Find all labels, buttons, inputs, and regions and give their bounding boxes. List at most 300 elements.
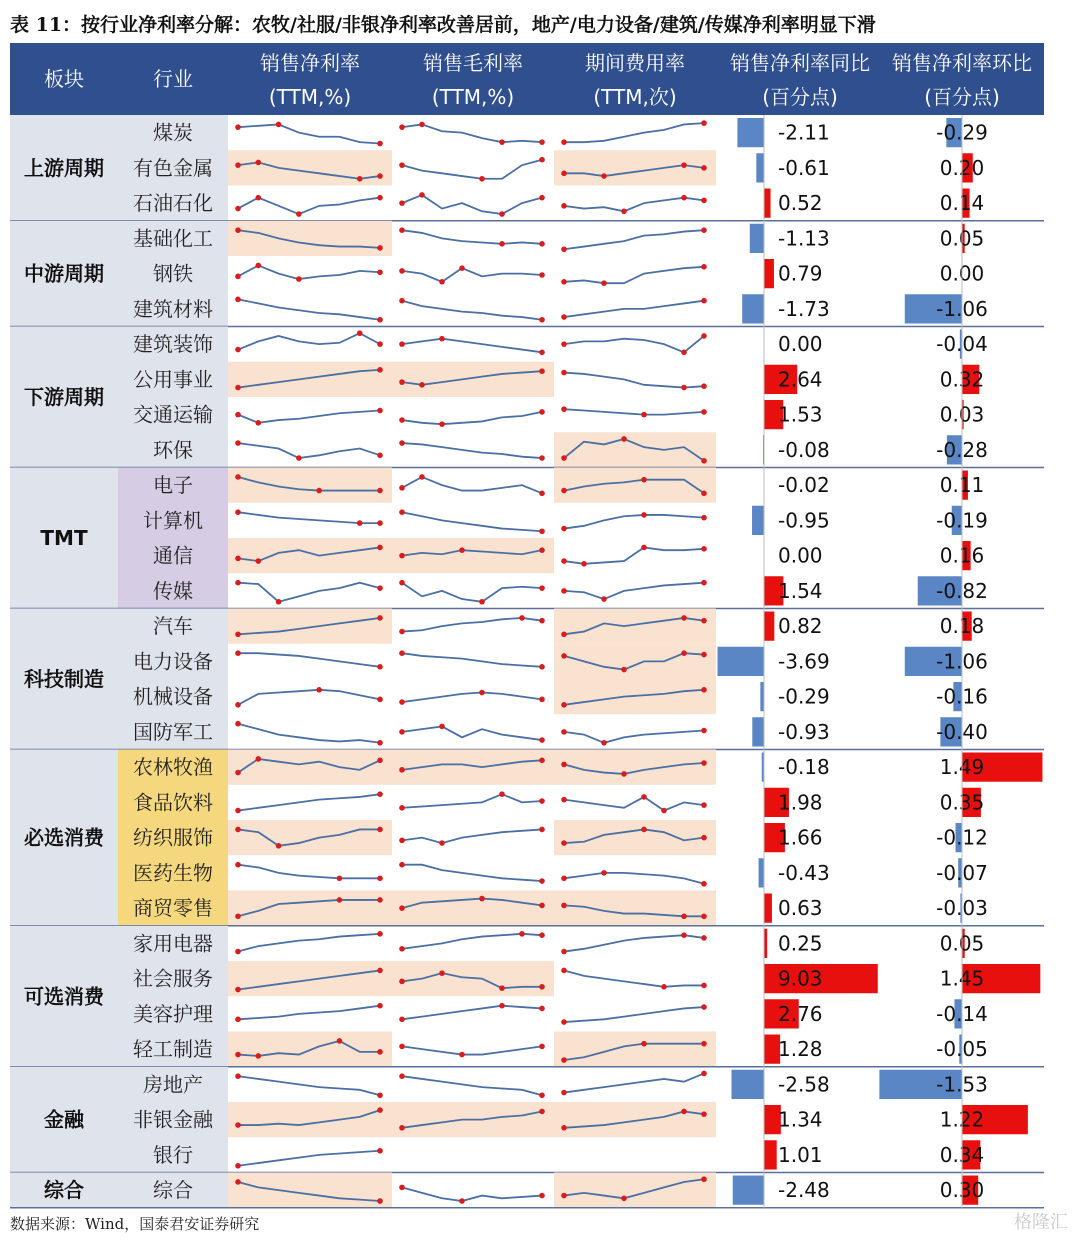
industry-label: 有色金属 bbox=[133, 155, 213, 180]
sparkline-highlight bbox=[554, 609, 716, 644]
sparkline-marker bbox=[235, 650, 241, 656]
sparkline-highlight bbox=[228, 362, 392, 397]
industry-label: 传媒 bbox=[153, 578, 193, 603]
sparkline bbox=[402, 230, 542, 244]
sparkline-marker bbox=[235, 274, 241, 280]
industry-label: 纺织服饰 bbox=[133, 825, 213, 850]
industry-label: 汽车 bbox=[153, 614, 193, 639]
industry-label: 商贸零售 bbox=[133, 896, 213, 921]
sparkline-marker bbox=[499, 1003, 505, 1009]
yoy-value: 1.28 bbox=[778, 1037, 823, 1062]
group-label: 必选消费 bbox=[24, 825, 104, 850]
yoy-bar bbox=[764, 259, 774, 288]
header-col2-line2: (TTM,%) bbox=[431, 85, 515, 109]
sparkline bbox=[238, 583, 380, 602]
sparkline-marker bbox=[539, 1006, 545, 1012]
yoy-value: 0.00 bbox=[778, 543, 823, 568]
qoq-value: 0.05 bbox=[939, 931, 985, 956]
sparkline-marker bbox=[399, 200, 405, 206]
sparkline-marker bbox=[701, 983, 707, 989]
sparkline-marker bbox=[235, 827, 241, 833]
sparkline-marker bbox=[641, 545, 647, 551]
sparkline-marker bbox=[235, 702, 241, 708]
yoy-value: -3.69 bbox=[778, 649, 830, 674]
sparkline-marker bbox=[539, 139, 545, 145]
sparkline-marker bbox=[399, 1044, 405, 1050]
sparkline-marker bbox=[235, 206, 241, 212]
sparkline bbox=[564, 1007, 704, 1022]
sparkline-marker bbox=[701, 458, 707, 464]
sparkline-marker bbox=[439, 724, 445, 730]
sparkline-marker bbox=[701, 1176, 707, 1182]
sparkline-marker bbox=[399, 767, 405, 773]
qoq-value: -0.04 bbox=[936, 332, 988, 357]
industry-label: 轻工制造 bbox=[133, 1037, 213, 1062]
sparkline bbox=[564, 797, 704, 811]
sparkline-marker bbox=[661, 808, 667, 814]
sparkline-marker bbox=[399, 580, 405, 586]
sparkline-marker bbox=[479, 896, 485, 902]
header-col4-line2: (百分点) bbox=[762, 85, 838, 109]
group-label: 下游周期 bbox=[24, 385, 104, 409]
yoy-value: 1.66 bbox=[778, 825, 823, 850]
qoq-value: 0.30 bbox=[939, 1178, 985, 1203]
qoq-value: 0.34 bbox=[939, 1142, 985, 1167]
sparkline-marker bbox=[539, 272, 545, 278]
yoy-value: 0.00 bbox=[778, 332, 823, 357]
sparkline-marker bbox=[255, 756, 261, 762]
yoy-bar bbox=[737, 118, 764, 147]
yoy-value: 0.25 bbox=[778, 931, 823, 956]
sparkline-highlight bbox=[392, 362, 554, 397]
sparkline-marker bbox=[701, 1111, 707, 1117]
header-industry: 行业 bbox=[153, 67, 193, 91]
sparkline-highlight bbox=[392, 891, 554, 926]
sparkline-marker bbox=[519, 931, 525, 937]
table-title: 表 11：按行业净利率分解：农牧/社服/非银净利率改善居前，地产/电力设备/建筑/传媒净利率明显下滑 bbox=[10, 14, 876, 36]
sparkline-marker bbox=[681, 385, 687, 391]
sparkline bbox=[402, 512, 542, 531]
sparkline-marker bbox=[377, 827, 383, 833]
sparkline bbox=[564, 267, 704, 283]
sparkline bbox=[238, 1076, 380, 1095]
group-label: 科技制造 bbox=[24, 667, 104, 691]
header-col1-line2: (TTM,%) bbox=[268, 85, 352, 109]
sparkline-marker bbox=[399, 298, 405, 304]
sparkline-marker bbox=[439, 421, 445, 427]
sparkline-marker bbox=[621, 1196, 627, 1202]
yoy-bar bbox=[731, 1070, 764, 1099]
sparkline-marker bbox=[561, 1019, 567, 1025]
sparkline bbox=[238, 1006, 380, 1020]
yoy-bar bbox=[760, 682, 764, 711]
sparkline-marker bbox=[539, 585, 545, 591]
sparkline-marker bbox=[701, 298, 707, 304]
industry-label: 银行 bbox=[153, 1142, 193, 1167]
yoy-value: 1.53 bbox=[778, 402, 823, 427]
qoq-value: -0.12 bbox=[936, 825, 988, 850]
sparkline-marker bbox=[235, 1163, 241, 1169]
sparkline bbox=[402, 1187, 542, 1201]
qoq-value: 0.11 bbox=[939, 473, 985, 498]
sparkline-marker bbox=[439, 336, 445, 342]
qoq-value: 0.03 bbox=[939, 402, 985, 427]
sparkline-marker bbox=[701, 333, 707, 339]
sparkline-marker bbox=[235, 124, 241, 130]
sparkline bbox=[238, 1151, 380, 1166]
yoy-value: -1.13 bbox=[778, 226, 830, 251]
sparkline-marker bbox=[377, 173, 383, 179]
sparkline-marker bbox=[701, 914, 707, 920]
sparkline-marker bbox=[419, 122, 425, 128]
sparkline-marker bbox=[377, 791, 383, 797]
sparkline-marker bbox=[399, 729, 405, 735]
sparkline-marker bbox=[539, 932, 545, 938]
yoy-value: 2.76 bbox=[778, 1001, 823, 1026]
yoy-bar bbox=[764, 612, 774, 641]
sparkline bbox=[238, 299, 380, 319]
sparkline-marker bbox=[377, 1198, 383, 1204]
sparkline-marker bbox=[701, 515, 707, 521]
header-col2-line1: 销售毛利率 bbox=[423, 51, 523, 75]
sparkline-marker bbox=[377, 1049, 383, 1055]
sparkline-marker bbox=[399, 341, 405, 347]
sparkline bbox=[402, 195, 542, 214]
sparkline-marker bbox=[581, 561, 587, 567]
sparkline-marker bbox=[701, 618, 707, 624]
sparkline-marker bbox=[701, 383, 707, 389]
sparkline-marker bbox=[539, 195, 545, 201]
sparkline-marker bbox=[539, 350, 545, 356]
sparkline-marker bbox=[561, 341, 567, 347]
sparkline-marker bbox=[377, 758, 383, 764]
sparkline bbox=[238, 443, 380, 458]
sparkline-marker bbox=[255, 160, 261, 166]
sparkline-marker bbox=[561, 488, 567, 494]
sparkline-marker bbox=[439, 970, 445, 976]
sparkline-marker bbox=[255, 420, 261, 426]
sparkline-marker bbox=[235, 987, 241, 993]
sparkline-marker bbox=[439, 840, 445, 846]
sparkline-marker bbox=[337, 1038, 343, 1044]
sparkline-marker bbox=[561, 171, 567, 177]
sparkline-marker bbox=[601, 870, 607, 876]
sparkline-marker bbox=[701, 687, 707, 693]
sparkline-marker bbox=[377, 897, 383, 903]
sparkline-marker bbox=[357, 520, 363, 526]
sparkline bbox=[564, 731, 704, 743]
sparkline-marker bbox=[399, 862, 405, 868]
sparkline-marker bbox=[701, 1004, 707, 1010]
watermark-logo: 格隆汇 bbox=[1014, 1212, 1068, 1233]
sparkline-marker bbox=[701, 409, 707, 415]
source-note: 数据来源：Wind，国泰君安证券研究 bbox=[10, 1215, 260, 1233]
sparkline-marker bbox=[561, 558, 567, 564]
sparkline-marker bbox=[479, 690, 485, 696]
sparkline bbox=[402, 443, 542, 458]
sparkline-marker bbox=[539, 1092, 545, 1098]
industry-label: 通信 bbox=[153, 543, 193, 568]
sparkline-marker bbox=[399, 946, 405, 952]
sparkline-marker bbox=[377, 341, 383, 347]
sparkline-marker bbox=[539, 368, 545, 374]
industry-label: 非银金融 bbox=[133, 1107, 213, 1132]
sparkline-marker bbox=[399, 417, 405, 423]
sparkline-marker bbox=[601, 740, 607, 746]
sparkline-marker bbox=[276, 122, 282, 128]
yoy-value: -1.73 bbox=[778, 296, 830, 321]
header-col5-line1: 销售净利率环比 bbox=[892, 51, 1032, 75]
sparkline bbox=[564, 123, 704, 142]
qoq-value: 1.22 bbox=[939, 1107, 985, 1132]
qoq-value: -1.53 bbox=[936, 1072, 988, 1097]
sparkline-marker bbox=[701, 1071, 707, 1077]
sparkline-marker bbox=[357, 330, 363, 336]
yoy-value: 0.52 bbox=[778, 191, 823, 216]
sparkline-marker bbox=[479, 176, 485, 182]
sparkline-highlight bbox=[228, 961, 392, 996]
qoq-value: -0.03 bbox=[936, 896, 988, 921]
sparkline-marker bbox=[701, 935, 707, 941]
sparkline-marker bbox=[601, 280, 607, 286]
group-label: 可选消费 bbox=[24, 984, 104, 1009]
sparkline-marker bbox=[377, 1003, 383, 1009]
sparkline-highlight bbox=[554, 150, 716, 185]
sparkline-marker bbox=[561, 139, 567, 145]
sparkline-highlight bbox=[554, 644, 716, 679]
sparkline-marker bbox=[399, 979, 405, 985]
sparkline bbox=[402, 693, 542, 703]
group-label: 综合 bbox=[44, 1178, 84, 1203]
sparkline-marker bbox=[316, 488, 322, 494]
sparkline-marker bbox=[377, 453, 383, 459]
yoy-bar bbox=[750, 224, 764, 253]
qoq-value: -0.82 bbox=[936, 578, 988, 603]
sparkline-marker bbox=[641, 512, 647, 518]
yoy-bar bbox=[718, 647, 764, 676]
sparkline bbox=[564, 409, 704, 414]
sparkline-marker bbox=[235, 347, 241, 353]
sparkline-marker bbox=[377, 545, 383, 551]
qoq-value: -0.19 bbox=[936, 508, 988, 533]
yoy-value: -2.48 bbox=[778, 1178, 830, 1203]
sparkline-marker bbox=[701, 728, 707, 734]
industry-label: 环保 bbox=[153, 437, 193, 462]
sparkline-marker bbox=[459, 1198, 465, 1204]
qoq-value: -0.40 bbox=[936, 719, 988, 744]
sparkline-highlight bbox=[554, 1102, 716, 1137]
qoq-value: 0.20 bbox=[939, 155, 985, 180]
sparkline-marker bbox=[399, 1185, 405, 1191]
sparkline-marker bbox=[561, 702, 567, 708]
sparkline-marker bbox=[561, 949, 567, 955]
sparkline-marker bbox=[377, 931, 383, 937]
qoq-value: -1.06 bbox=[936, 649, 988, 674]
sparkline-marker bbox=[235, 632, 241, 638]
sparkline-marker bbox=[561, 588, 567, 594]
sparkline-marker bbox=[539, 827, 545, 833]
sparkline-marker bbox=[235, 1017, 241, 1023]
sparkline-marker bbox=[539, 157, 545, 163]
industry-label: 公用事业 bbox=[133, 367, 213, 392]
sparkline bbox=[402, 865, 542, 881]
sparkline-marker bbox=[499, 211, 505, 217]
sparkline-marker bbox=[539, 1109, 545, 1115]
qoq-value: -0.14 bbox=[936, 1001, 988, 1026]
sparkline-highlight bbox=[228, 820, 392, 855]
qoq-value: 1.45 bbox=[939, 966, 985, 991]
sparkline-marker bbox=[561, 203, 567, 209]
yoy-value: 0.63 bbox=[778, 896, 823, 921]
sparkline bbox=[402, 160, 542, 179]
sparkline-marker bbox=[701, 835, 707, 841]
sparkline bbox=[402, 412, 542, 424]
sparkline-marker bbox=[561, 246, 567, 252]
industry-label: 钢铁 bbox=[153, 261, 193, 286]
industry-label: 石油石化 bbox=[133, 191, 213, 216]
sparkline-marker bbox=[621, 667, 627, 673]
yoy-value: -2.11 bbox=[778, 120, 830, 145]
sparkline-marker bbox=[499, 139, 505, 145]
sparkline-marker bbox=[681, 615, 687, 621]
sparkline-marker bbox=[621, 436, 627, 442]
qoq-value: 0.18 bbox=[939, 614, 985, 639]
sparkline-marker bbox=[621, 771, 627, 777]
sparkline-marker bbox=[661, 984, 667, 990]
yoy-value: -0.08 bbox=[778, 437, 830, 462]
sparkline-highlight bbox=[554, 750, 716, 785]
industry-label: 煤炭 bbox=[153, 120, 193, 145]
sparkline-marker bbox=[296, 276, 302, 282]
yoy-value: -0.02 bbox=[778, 473, 830, 498]
sparkline-marker bbox=[377, 585, 383, 591]
sparkline-marker bbox=[235, 862, 241, 868]
sparkline-highlight bbox=[228, 221, 392, 256]
sparkline-marker bbox=[377, 1092, 383, 1098]
industry-label: 美容护理 bbox=[133, 1001, 213, 1026]
sparkline-marker bbox=[235, 914, 241, 920]
sparkline-marker bbox=[539, 903, 545, 909]
industry-label: 电子 bbox=[153, 473, 193, 498]
sparkline-marker bbox=[701, 546, 707, 552]
sparkline-marker bbox=[561, 1090, 567, 1096]
sparkline-marker bbox=[701, 881, 707, 887]
sparkline-marker bbox=[539, 618, 545, 624]
sparkline-marker bbox=[539, 1193, 545, 1199]
qoq-value: 0.16 bbox=[939, 543, 985, 568]
sparkline-marker bbox=[399, 509, 405, 515]
sparkline-marker bbox=[377, 520, 383, 526]
sparkline-highlight bbox=[554, 1173, 716, 1208]
group-label: 上游周期 bbox=[24, 155, 104, 180]
sparkline-marker bbox=[235, 297, 241, 303]
sparkline-marker bbox=[377, 876, 383, 882]
sparkline-marker bbox=[539, 409, 545, 415]
sparkline-marker bbox=[499, 985, 505, 991]
sparkline-highlight bbox=[554, 1032, 716, 1067]
sparkline-marker bbox=[377, 317, 383, 323]
sparkline-marker bbox=[459, 547, 465, 553]
sparkline-marker bbox=[561, 632, 567, 638]
sparkline-marker bbox=[399, 227, 405, 233]
industry-label: 食品饮料 bbox=[133, 790, 213, 815]
qoq-value: 1.49 bbox=[939, 755, 985, 780]
sparkline bbox=[564, 515, 704, 529]
sparkline-marker bbox=[681, 914, 687, 920]
sparkline bbox=[402, 829, 542, 843]
group-label: TMT bbox=[40, 526, 88, 550]
sparkline bbox=[402, 124, 542, 142]
sparkline bbox=[402, 794, 542, 808]
sparkline-marker bbox=[539, 758, 545, 764]
header-col3-line1: 期间费用率 bbox=[585, 51, 685, 75]
header-group: 板块 bbox=[44, 67, 84, 91]
sparkline-marker bbox=[235, 227, 241, 233]
sparkline-marker bbox=[539, 241, 545, 247]
sparkline bbox=[238, 794, 380, 810]
sparkline-marker bbox=[701, 165, 707, 171]
sparkline-marker bbox=[681, 350, 687, 356]
sparkline-marker bbox=[539, 798, 545, 804]
industry-label: 国防军工 bbox=[133, 719, 213, 744]
sparkline-marker bbox=[399, 629, 405, 635]
sparkline-marker bbox=[399, 650, 405, 656]
industry-label: 交通运输 bbox=[133, 402, 213, 427]
sparkline-marker bbox=[539, 984, 545, 990]
sparkline-marker bbox=[399, 268, 405, 274]
qoq-value: 0.14 bbox=[939, 191, 985, 216]
sparkline-marker bbox=[539, 664, 545, 670]
sparkline-marker bbox=[235, 509, 241, 515]
sparkline-marker bbox=[399, 699, 405, 705]
sparkline-highlight bbox=[554, 432, 716, 467]
sparkline-marker bbox=[235, 385, 241, 391]
sparkline-marker bbox=[399, 379, 405, 385]
sparkline-highlight bbox=[228, 150, 392, 185]
sparkline bbox=[402, 268, 542, 282]
sparkline bbox=[402, 1046, 542, 1054]
sparkline-marker bbox=[539, 455, 545, 461]
qoq-value: -0.16 bbox=[936, 684, 988, 709]
sparkline-marker bbox=[235, 556, 241, 562]
yoy-value: 0.82 bbox=[778, 614, 823, 639]
sparkline-highlight bbox=[554, 891, 716, 926]
industry-label: 建筑材料 bbox=[133, 296, 213, 321]
yoy-value: 1.54 bbox=[778, 578, 823, 603]
qoq-value: 0.00 bbox=[939, 261, 985, 286]
sparkline-marker bbox=[701, 264, 707, 270]
sparkline-marker bbox=[701, 580, 707, 586]
sparkline bbox=[402, 583, 542, 602]
sparkline bbox=[238, 653, 380, 667]
sparkline bbox=[238, 124, 380, 143]
qoq-value: -0.28 bbox=[936, 437, 988, 462]
sparkline bbox=[238, 934, 380, 952]
sparkline-marker bbox=[377, 141, 383, 147]
sparkline-marker bbox=[235, 1179, 241, 1185]
header-col5-line2: (百分点) bbox=[924, 85, 1000, 109]
sparkline-marker bbox=[641, 1041, 647, 1047]
sparkline-marker bbox=[399, 440, 405, 446]
sparkline bbox=[564, 301, 704, 317]
sparkline bbox=[238, 690, 380, 705]
sparkline-marker bbox=[377, 269, 383, 275]
yoy-value: -0.93 bbox=[778, 719, 830, 744]
yoy-value: -0.29 bbox=[778, 684, 830, 709]
sparkline-marker bbox=[561, 762, 567, 768]
sparkline-marker bbox=[399, 553, 405, 559]
qoq-value: 0.35 bbox=[939, 790, 985, 815]
